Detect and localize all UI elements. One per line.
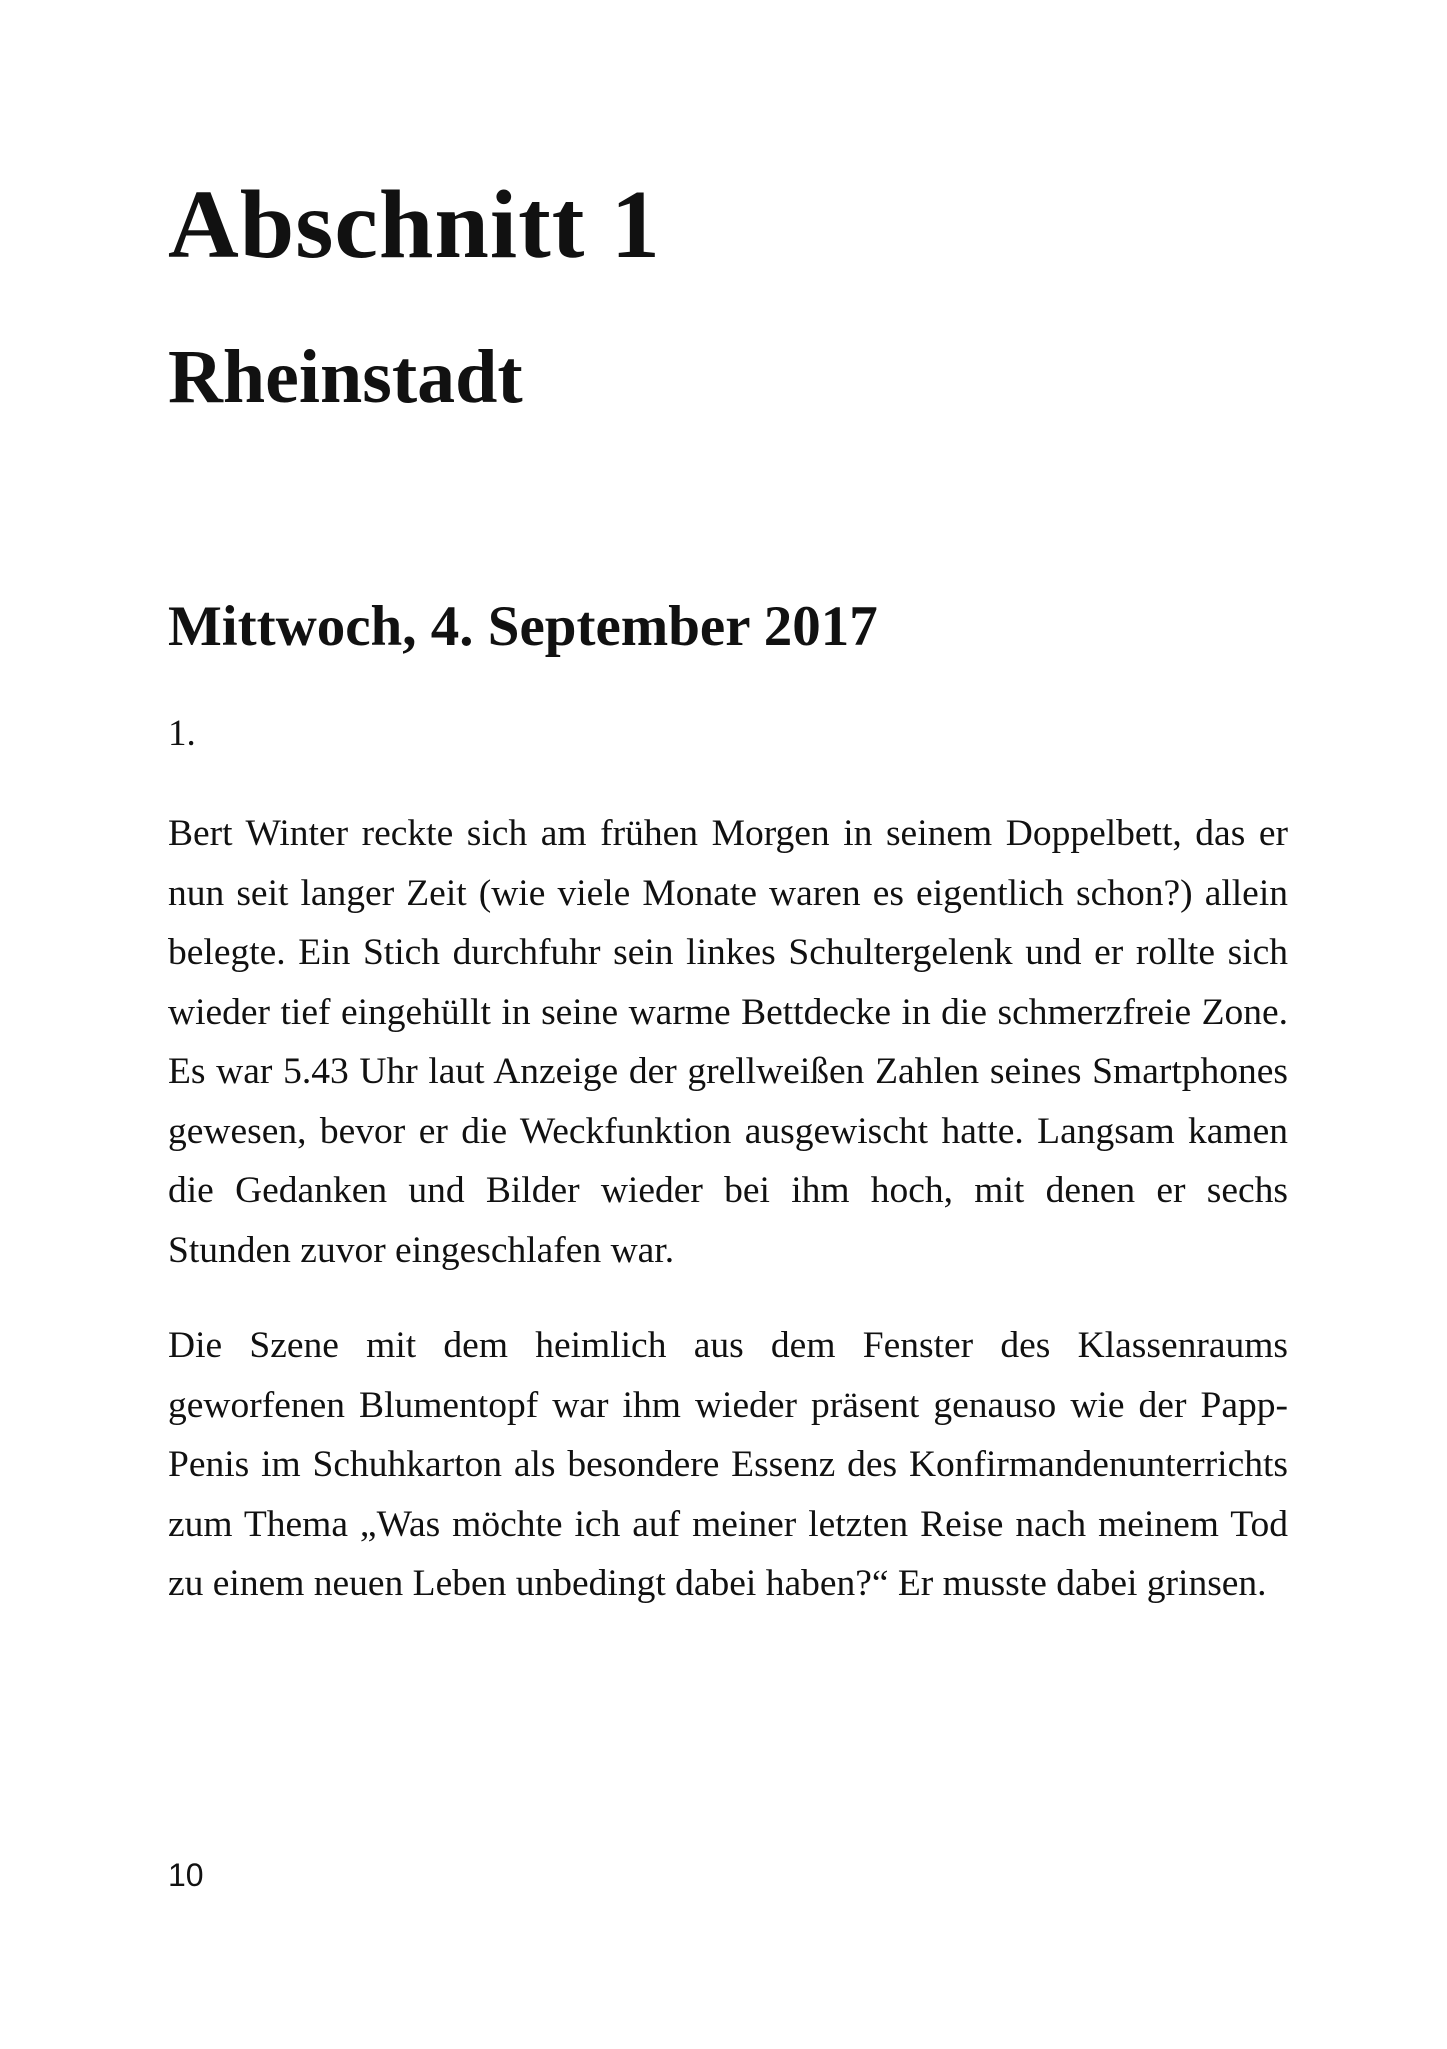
location-subtitle: Rheinstadt	[168, 335, 523, 419]
page-content	[168, 170, 1288, 1614]
body-paragraph: Bert Winter reckte sich am frühen Morgen in seinem Doppelbett, das er nun seit langer Zeit (wie viele Monate waren es eigentlich schon?) allein belegte. Ein Stich durchfuhr sein linkes Schultergelenk und er rollte sich wieder tief eingehüllt in seine warme Bettdecke in die schmerzfreie Zone. Es war 5.43 Uhr laut Anzeige der grellweißen Zahlen seines Smartphones gewesen, bevor er die Weckfunktion ausgewischt hatte. Langsam kamen die Gedanken und Bilder wieder bei ihm hoch, mit denen er sechs Stunden zuvor eingeschlafen war.	[168, 813, 1288, 1271]
date-heading: Mittwoch, 4. September 2017	[168, 595, 878, 658]
body-paragraph: Die Szene mit dem heimlich aus dem Fenster des Klassenraums geworfenen Blumentopf war ihm wieder präsent genauso wie der Papp-Penis im Schuhkarton als besondere Essenz des Konfirmandenunterrichts zum Thema „Was möchte ich auf meiner letzten Reise nach meinem Tod zu einem neuen Leben unbedingt dabei haben?“ Er musste dabei grinsen.	[168, 1325, 1288, 1604]
page-number: 10	[168, 1857, 204, 1893]
part-title: Abschnitt 1	[168, 171, 661, 279]
chapter-number: 1.	[168, 713, 196, 754]
